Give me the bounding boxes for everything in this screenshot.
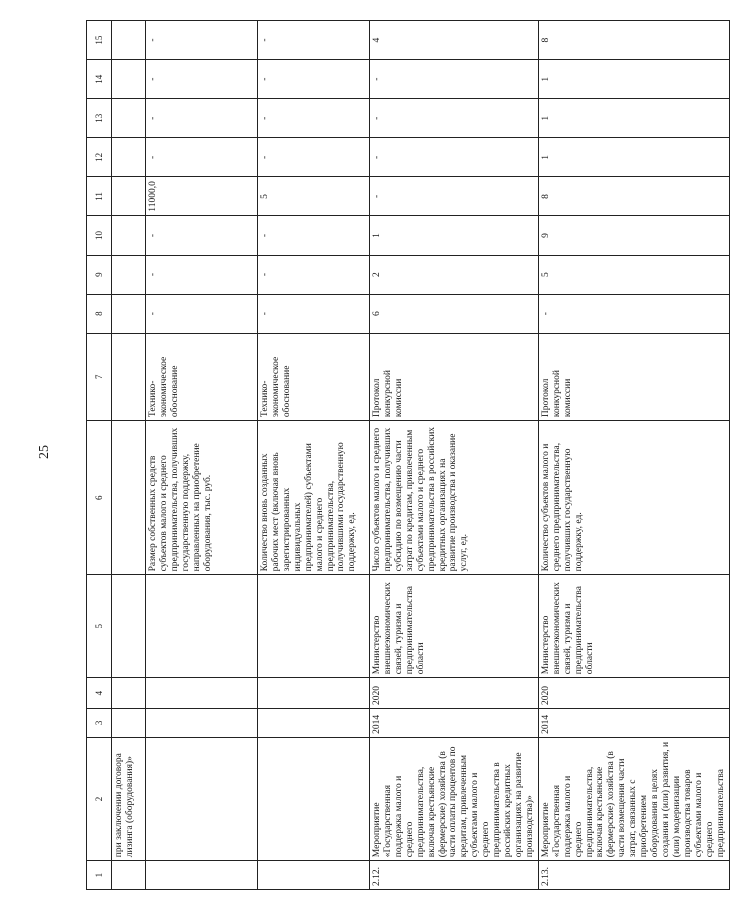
table-cell: - (370, 99, 539, 138)
table-cell: - (258, 60, 370, 99)
table-cell (112, 255, 146, 294)
table-cell: 2020 (538, 678, 729, 709)
table-cell (112, 333, 146, 420)
table-cell: 2.12. (370, 861, 539, 890)
table-row (112, 21, 146, 890)
column-header: 15 (87, 21, 112, 60)
table-cell: - (258, 21, 370, 60)
program-measures-table (86, 20, 730, 890)
table-cell: 11000,0 (146, 177, 258, 216)
table-cell: Протокол конкурсной комиссии (538, 333, 729, 420)
table-cell: Мероприятие «Государственная поддержка малого и среднего предпринимательства, включая крестьянские (фермерские) хозяйства (в части оплаты процентов по кредитам, привлеченным субъектами малого и среднего предпринимательства в российских кредитных организациях на развитие производства)» (370, 737, 539, 860)
column-header: 7 (87, 333, 112, 420)
table-cell: 1 (538, 99, 729, 138)
table-cell: 2.13. (538, 861, 729, 890)
table-row (146, 21, 258, 890)
table-cell (112, 99, 146, 138)
table-cell: 1 (538, 60, 729, 99)
table-cell: Протокол конкурсной комиссии (370, 333, 539, 420)
table-cell: Количество вновь созданных рабочих мест (включая вновь зарегистрированных индивидуальных предпринимателей) субъектами малого и среднего предпринимательства, получившими государственную поддержку, ед. (258, 421, 370, 575)
table-cell (258, 678, 370, 709)
column-header: 1 (87, 861, 112, 890)
table-cell: - (370, 138, 539, 177)
table-cell: 2 (370, 255, 539, 294)
table-cell: при заключении договора лизинга (оборудования)» (112, 737, 146, 860)
table-cell: 8 (538, 177, 729, 216)
table-cell (146, 861, 258, 890)
table-cell: - (146, 216, 258, 255)
table-cell: - (258, 255, 370, 294)
table-cell: Число субъектов малого и среднего предпринимательства, получивших субсидию по возмещению части затрат по кредитам, привлеченным субъектами малого и среднего предпринимательства в российских кредитных организациях на развитие производства и оказание услуг, ед. (370, 421, 539, 575)
table-cell: 9 (538, 216, 729, 255)
table-cell: - (146, 60, 258, 99)
column-header: 11 (87, 177, 112, 216)
table-cell: - (146, 138, 258, 177)
table-cell: 8 (538, 21, 729, 60)
table-cell: - (146, 21, 258, 60)
column-header: 9 (87, 255, 112, 294)
column-header: 4 (87, 678, 112, 709)
table-cell: 2014 (538, 709, 729, 738)
table-cell: - (258, 99, 370, 138)
table-cell: Мероприятие «Государственная поддержка малого и среднего предпринимательства, включая крестьянские (фермерские) хозяйства (в части возмещения части затрат, связанных с приобретением оборудования в целях создания и (или) развития, и (или) модернизации производства товаров субъектами малого и среднего предпринимательства (538, 737, 729, 860)
table-cell (258, 861, 370, 890)
table-cell (258, 737, 370, 860)
table-cell (146, 678, 258, 709)
table-cell (112, 60, 146, 99)
column-header: 10 (87, 216, 112, 255)
table-cell: 1 (370, 216, 539, 255)
table-cell (258, 575, 370, 678)
table-cell: Министерство внешнеэкономических связей, туризма и предпринимательства области (538, 575, 729, 678)
table-cell (146, 575, 258, 678)
table-cell: Технико-экономическое обоснование (258, 333, 370, 420)
table-cell: - (370, 177, 539, 216)
table-cell (112, 709, 146, 738)
table-cell (112, 138, 146, 177)
table-cell: 5 (538, 255, 729, 294)
column-header: 12 (87, 138, 112, 177)
table-cell: 4 (370, 21, 539, 60)
table-cell: Технико-экономическое обоснование (146, 333, 258, 420)
table-container (86, 20, 726, 890)
table-cell (112, 216, 146, 255)
header-row (87, 21, 112, 890)
table-cell (112, 21, 146, 60)
table-cell: Количество субъектов малого и среднего предпринимательства, получивших государственную поддержку, ед. (538, 421, 729, 575)
table-cell: - (146, 99, 258, 138)
table-cell: 6 (370, 294, 539, 333)
column-header: 6 (87, 421, 112, 575)
column-header: 14 (87, 60, 112, 99)
column-header: 3 (87, 709, 112, 738)
table-row (370, 21, 539, 890)
table-cell: - (258, 138, 370, 177)
table-cell: - (146, 294, 258, 333)
table-cell (112, 421, 146, 575)
table-cell: 5 (258, 177, 370, 216)
table-cell (146, 709, 258, 738)
table-cell: 1 (538, 138, 729, 177)
column-header: 5 (87, 575, 112, 678)
column-header: 2 (87, 737, 112, 860)
table-cell: 2014 (370, 709, 539, 738)
table-cell (112, 294, 146, 333)
column-header: 13 (87, 99, 112, 138)
table-cell: - (538, 294, 729, 333)
table-cell: Министерство внешнеэкономических связей, туризма и предпринимательства области (370, 575, 539, 678)
page-number: 25 (37, 445, 52, 459)
table-cell: Размер собственных средств субъектов малого и среднего предпринимательства, получивших государственную поддержку, направленных на приобретение оборудования, тыс. руб. (146, 421, 258, 575)
table-cell (112, 575, 146, 678)
table-row (258, 21, 370, 890)
table-cell: - (370, 60, 539, 99)
table-row (538, 21, 729, 890)
table-cell (146, 737, 258, 860)
table-cell: - (258, 294, 370, 333)
table-cell: - (258, 216, 370, 255)
table-cell: - (146, 255, 258, 294)
table-cell: 2020 (370, 678, 539, 709)
table-cell (112, 861, 146, 890)
table-cell (258, 709, 370, 738)
table-cell (112, 177, 146, 216)
table-cell (112, 678, 146, 709)
column-header: 8 (87, 294, 112, 333)
